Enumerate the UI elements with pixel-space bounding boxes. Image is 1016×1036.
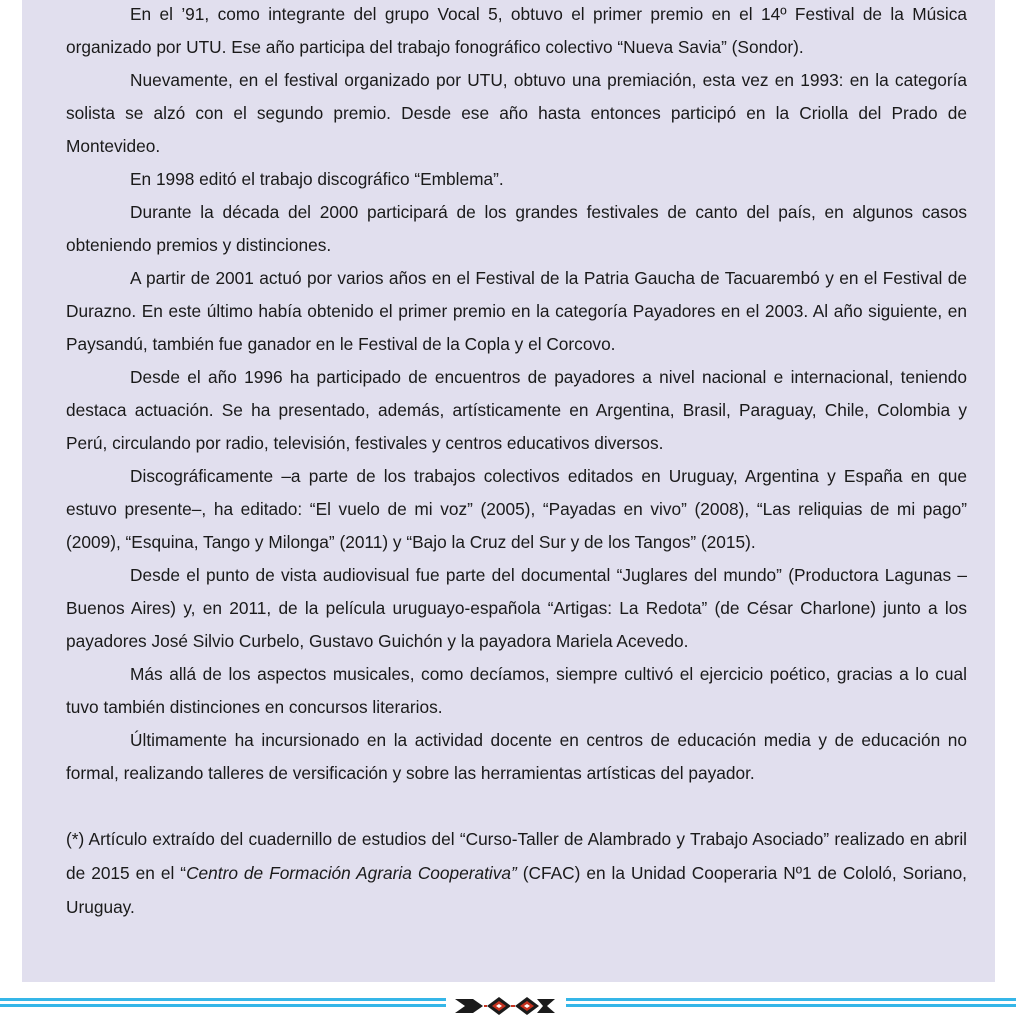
footnote	[66, 822, 967, 924]
paragraph: Durante la década del 2000 participará de los grandes festivales de canto del país, en algunos casos obteniendo premios y distinciones.	[66, 202, 967, 255]
footnote-text	[66, 822, 967, 924]
paragraph: Desde el punto de vista audiovisual fue parte del documental “Juglares del mundo” (Productora Lagunas – Buenos Aires) y, en 2011, de la película uruguayo-española “Artigas: La Redota” (de César Charlone) junto a los payadores José Silvio Curbelo, Gustavo Guichón y la payadora Mariela Acevedo.	[66, 565, 967, 651]
article-body	[66, 0, 967, 790]
paragraph: En 1998 editó el trabajo discográfico “Emblema”.	[130, 169, 504, 189]
paragraph: Más allá de los aspectos musicales, como decíamos, siempre cultivó el ejercicio poético, gracias a lo cual tuvo también distinciones en concursos literarios.	[66, 664, 967, 717]
pampa-diamond-ornament-icon	[451, 991, 559, 1021]
paragraph: Desde el año 1996 ha participado de encuentros de payadores a nivel nacional e internacional, teniendo destaca actuación. Se ha presentado, además, artísticamente en Argentina, Brasil, Paraguay, Chile, Colombia y Perú, circulando por radio, televisión, festivales y centros educativos diversos.	[66, 367, 967, 453]
paragraph: Nuevamente, en el festival organizado por UTU, obtuvo una premiación, esta vez en 1993: en la categoría solista se alzó con el segundo premio. Desde ese año hasta entonces participó en la Criolla del Prado de Montevideo.	[66, 70, 967, 156]
divider-line-right-bottom	[566, 1004, 1016, 1007]
paragraph: En el ’91, como integrante del grupo Vocal 5, obtuvo el primer premio en el 14º Festival de la Música organizado por UTU. Ese año participa del trabajo fonográfico colectivo “Nueva Savia” (Sondor).	[66, 4, 967, 57]
footnote-italic: Centro de Formación Agraria Cooperativa”	[186, 863, 517, 883]
footer-divider	[0, 991, 1016, 1021]
paragraph: A partir de 2001 actuó por varios años en el Festival de la Patria Gaucha de Tacuarembó y en el Festival de Durazno. En este último había obtenido el primer premio en la categoría Payadores en el 2003. Al año siguiente, en Paysandú, también fue ganador en le Festival de la Copla y el Corcovo.	[66, 268, 967, 354]
paragraph: Discográficamente –a parte de los trabajos colectivos editados en Uruguay, Argentina y España en que estuvo presente–, ha editado: “El vuelo de mi voz” (2005), “Payadas en vivo” (2008), “Las reliquias de mi pago” (2009), “Esquina, Tango y Milonga” (2011) y “Bajo la Cruz del Sur y de los Tangos” (2015).	[66, 466, 967, 552]
content-panel	[22, 0, 995, 982]
divider-line-left-bottom	[0, 1004, 446, 1007]
divider-line-left-top	[0, 998, 446, 1001]
footnote-text-start: (*) Artículo extraído del cuadernillo de estudios del “Curso-Taller de Alambrado y Trabajo Asociado” realizado en abril de 2015 en el “	[66, 829, 967, 883]
paragraph: Últimamente ha incursionado en la actividad docente en centros de educación media y de educación no formal, realizando talleres de versificación y sobre las herramientas artísticas del payador.	[66, 730, 967, 783]
footnote-text-end: (CFAC) en la Unidad Cooperaria Nº1 de Cololó, Soriano, Uruguay.	[66, 863, 967, 917]
divider-line-right-top	[566, 998, 1016, 1001]
